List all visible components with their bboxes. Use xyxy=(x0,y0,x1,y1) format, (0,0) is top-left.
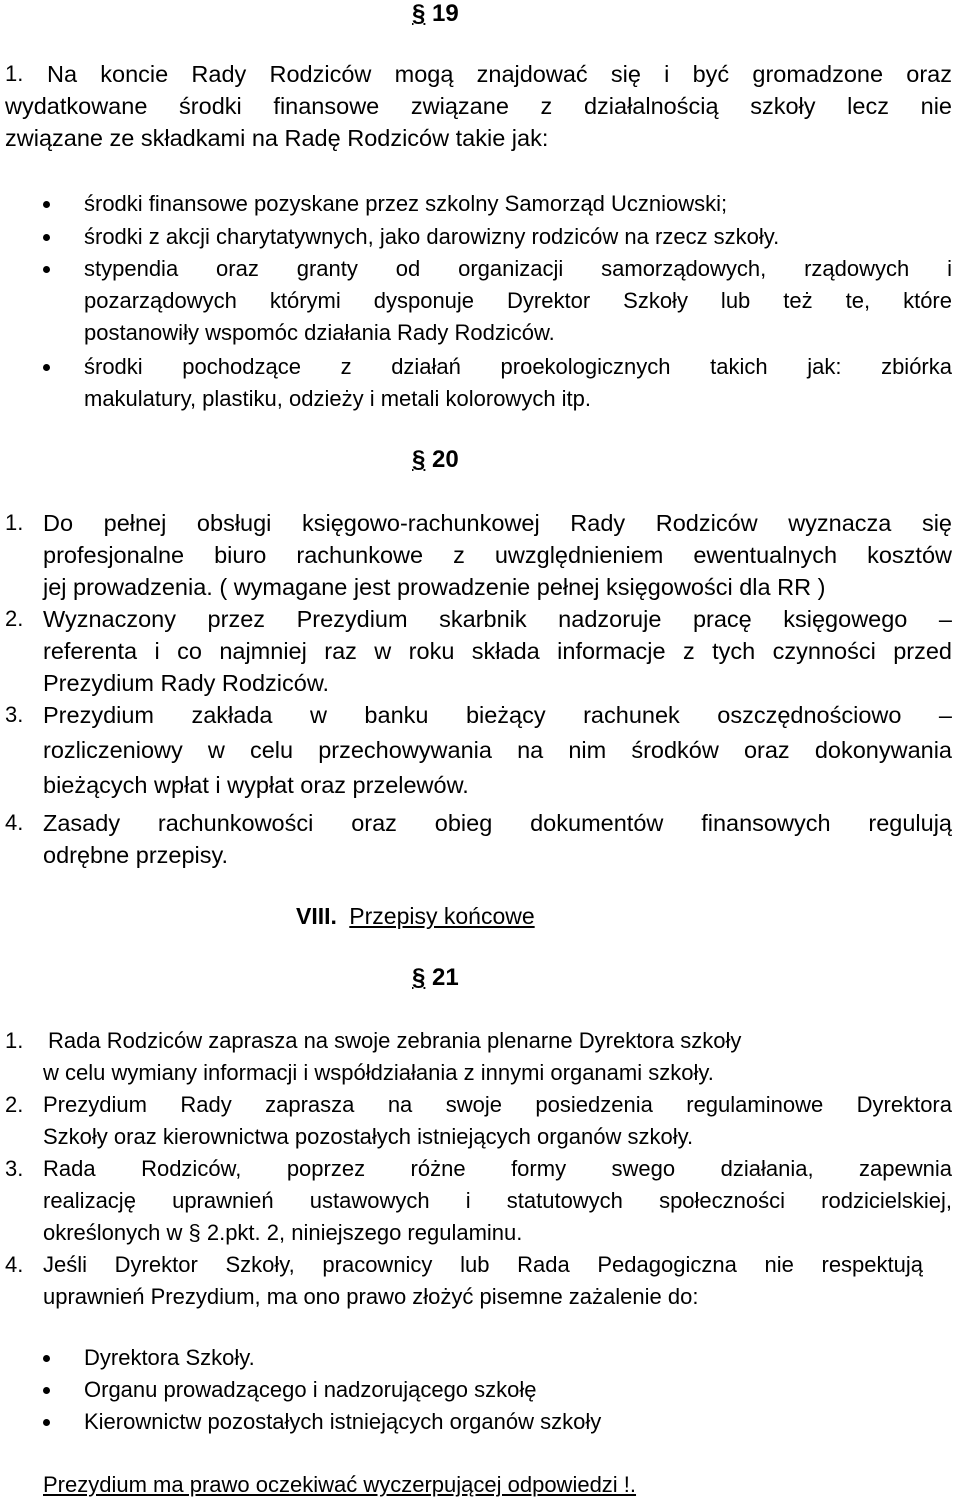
list-item: stypendia oraz granty od organizacji samorządowych, rządowych i xyxy=(84,256,952,281)
paragraph-line: Rada Rodziców zaprasza na swoje zebrania plenarne Dyrektora szkoły xyxy=(48,1028,742,1053)
paragraph-line: referenta i co najmniej raz w roku składa informacje z tych czynności przed xyxy=(43,638,952,664)
paragraph-line: Do pełnej obsługi księgowo-rachunkowej Rady Rodziców wyznacza się xyxy=(43,510,952,536)
item-number: 4. xyxy=(5,810,24,835)
item-number: 1. xyxy=(5,510,24,535)
list-item: środki finansowe pozyskane przez szkolny Samorząd Uczniowski; xyxy=(84,191,728,216)
paragraph-line: związane ze składkami na Radę Rodziców takie jak: xyxy=(5,125,549,151)
item-number: 1. xyxy=(5,61,24,86)
paragraph-line: odrębne przepisy. xyxy=(43,842,229,868)
bullet-icon xyxy=(43,364,50,371)
list-item: Organu prowadzącego i nadzorującego szkołę xyxy=(84,1377,537,1402)
paragraph-line: uprawnień Prezydium, ma ono prawo złożyć pisemne zażalenie do: xyxy=(43,1284,699,1309)
list-item: pozarządowych którymi dysponuje Dyrektor Szkoły lub też te, które xyxy=(84,288,952,313)
section-heading-19 xyxy=(412,0,459,28)
section-heading-20 xyxy=(412,446,459,474)
bullet-icon xyxy=(43,234,50,241)
paragraph-line: Prezydium zakłada w banku bieżący rachunek oszczędnościowo – xyxy=(43,702,952,728)
item-number: 1. xyxy=(5,1028,24,1053)
list-item: makulatury, plastiku, odzieży i metali kolorowych itp. xyxy=(84,386,592,411)
list-item: Kierownictw pozostałych istniejących organów szkoły xyxy=(84,1409,602,1434)
item-number: 3. xyxy=(5,702,24,727)
section-number: 19 xyxy=(432,0,459,27)
paragraph-line: Szkoły oraz kierownictwa pozostałych istniejących organów szkoły. xyxy=(43,1124,694,1149)
item-number: 3. xyxy=(5,1156,24,1181)
bullet-icon xyxy=(43,1419,50,1426)
list-item: Dyrektora Szkoły. xyxy=(84,1345,255,1370)
paragraph-line: bieżących wpłat i wypłat oraz przelewów. xyxy=(43,772,469,798)
paragraph-line: w celu wymiany informacji i współdziałania z innymi organami szkoły. xyxy=(43,1060,714,1085)
bullet-icon xyxy=(43,266,50,273)
section-symbol: § xyxy=(412,964,426,991)
paragraph-line: profesjonalne biuro rachunkowe z uwzględnieniem ewentualnych kosztów xyxy=(43,542,952,568)
bullet-icon xyxy=(43,1387,50,1394)
list-item: środki pochodzące z działań proekologicznych takich jak: zbiórka xyxy=(84,354,952,379)
chapter-number: VIII. xyxy=(296,903,337,929)
section-symbol: § xyxy=(412,446,426,473)
section-symbol: § xyxy=(412,0,426,27)
paragraph-line: realizację uprawnień ustawowych i statutowych społeczności rodzicielskiej, xyxy=(43,1188,952,1213)
bullet-icon xyxy=(43,1355,50,1362)
paragraph-line: określonych w § 2.pkt. 2, niniejszego regulaminu. xyxy=(43,1220,523,1245)
section-number: 21 xyxy=(432,964,459,991)
paragraph-line: jej prowadzenia. ( wymagane jest prowadzenie pełnej księgowości dla RR ) xyxy=(43,574,826,600)
item-number: 2. xyxy=(5,606,24,631)
bullet-icon xyxy=(43,201,50,208)
section-heading-21 xyxy=(412,964,459,992)
paragraph-line: Wyznaczony przez Prezydium skarbnik nadzoruje pracę księgowego – xyxy=(43,606,952,632)
paragraph-line: Zasady rachunkowości oraz obieg dokumentów finansowych regulują xyxy=(43,810,952,836)
paragraph-line: Prezydium Rady zaprasza na swoje posiedzenia regulaminowe Dyrektora xyxy=(43,1092,952,1117)
paragraph-line: Jeśli Dyrektor Szkoły, pracownicy lub Rada Pedagogiczna nie respektują xyxy=(43,1252,923,1277)
paragraph-line: Na koncie Rady Rodziców mogą znajdować się i być gromadzone oraz xyxy=(47,61,952,87)
item-number: 4. xyxy=(5,1252,24,1277)
paragraph-line: rozliczeniowy w celu przechowywania na nim środków oraz dokonywania xyxy=(43,737,952,763)
closing-statement: Prezydium ma prawo oczekiwać wyczerpującej odpowiedzi !. xyxy=(43,1472,637,1497)
section-number: 20 xyxy=(432,446,459,473)
list-item: postanowiły wspomóc działania Rady Rodziców. xyxy=(84,320,555,345)
paragraph-line: wydatkowane środki finansowe związane z działalnością szkoły lecz nie xyxy=(5,93,952,119)
item-number: 2. xyxy=(5,1092,24,1117)
chapter-heading xyxy=(296,902,535,930)
paragraph-line: Rada Rodziców, poprzez różne formy swego działania, zapewnia xyxy=(43,1156,952,1181)
list-item: środki z akcji charytatywnych, jako darowizny rodziców na rzecz szkoły. xyxy=(84,224,780,249)
chapter-title: Przepisy końcowe xyxy=(349,903,535,929)
paragraph-line: Prezydium Rady Rodziców. xyxy=(43,670,330,696)
